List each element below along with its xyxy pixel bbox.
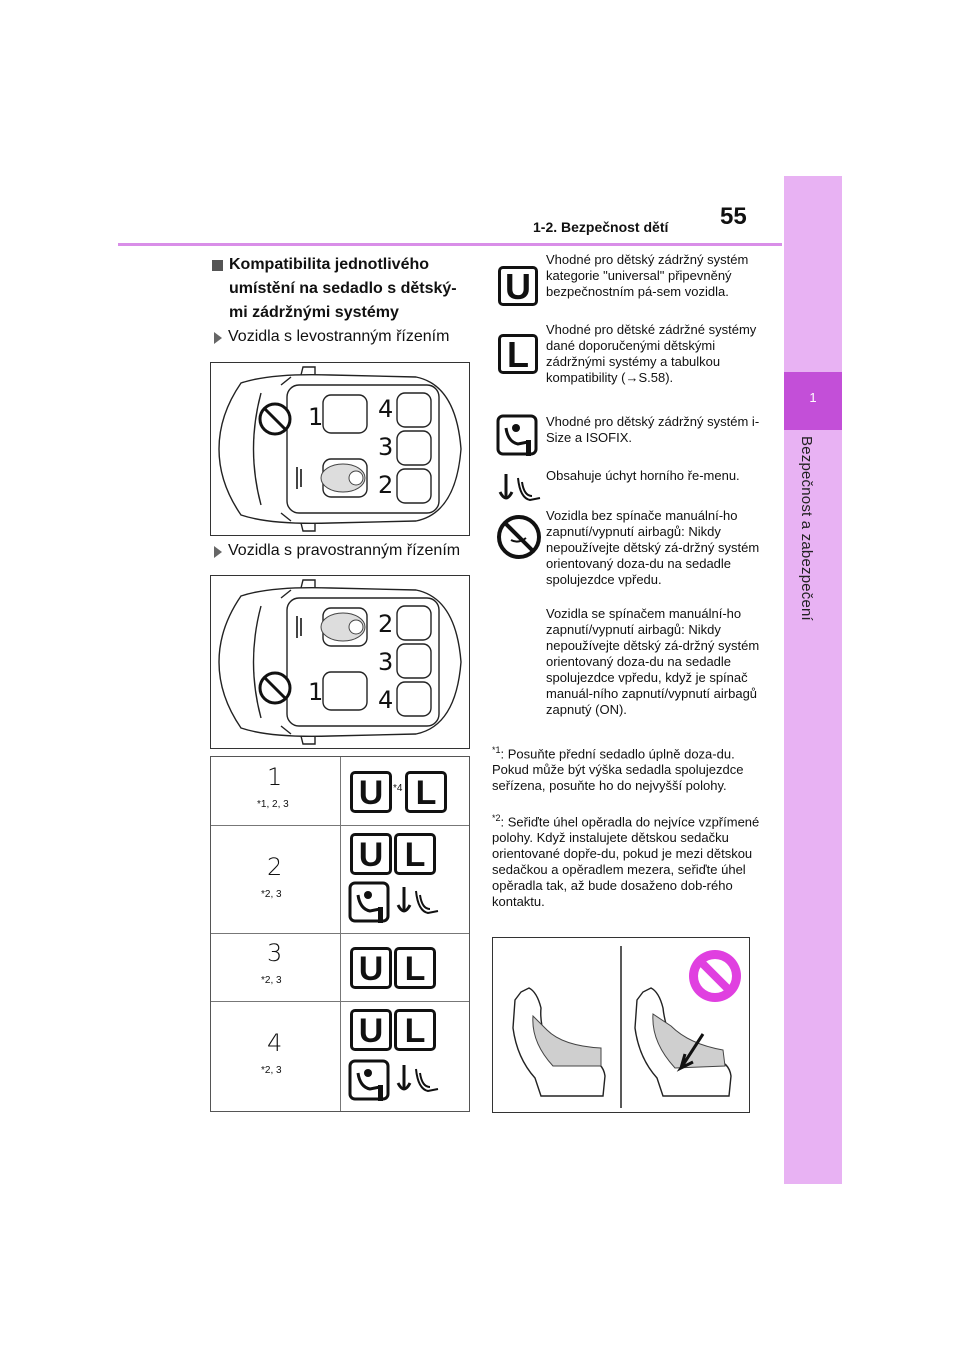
rhd-seat-label: 1 [308,678,324,706]
legend-isize-icon [496,414,540,463]
compatibility-table [210,756,470,1112]
legend-isize-text: Vhodné pro dětský zádržný systém i-Size a ISOFIX. [546,414,760,445]
lhd-seat-label: 3 [378,433,394,461]
chapter-number: 1 [809,390,817,405]
footnote-1 [492,742,764,794]
seat-number: 4 [267,1029,283,1057]
table-row [211,1001,469,1111]
bullet-arrow-icon [214,546,222,558]
seat-note: *2, 3 [261,1065,282,1076]
badge-footnote: *4 [393,783,403,794]
page-number: 55 [720,203,747,230]
seat-note: *2, 3 [261,889,282,900]
legend-universal-badge: U [498,266,538,306]
lhd-car-diagram [210,362,470,536]
rhd-seat-label: 2 [378,610,394,638]
legend-l-badge: L [498,334,538,374]
rhd-car-diagram [210,575,470,749]
footnote-2 [492,810,764,910]
footnote-text: : Seřiďte úhel opěradla do nejvíce vzpřímené polohy. Když instalujete dětskou sedačku orientované dopře-du, pokud je mezi dětskou sedačkou a opěradlem mezera, seřiďte úhel opěradla tak, až bude dosaženo dob-rého kontaktu. [492,814,760,910]
l-badge: L [405,771,447,813]
l-badge: L [394,833,436,875]
seat-note: *2, 3 [261,975,282,986]
legend-no-rear-facing-icon [496,514,542,565]
rhd-seat-label: 4 [378,686,394,714]
universal-badge: U [350,833,392,875]
lhd-seat-label: 2 [378,471,394,499]
heading-square-marker [212,260,223,271]
bullet-arrow-icon [214,332,222,344]
isize-icon [348,1059,392,1108]
universal-badge: U [350,771,392,813]
seat-number: 3 [267,939,283,967]
table-row [211,757,469,826]
prohibit-icon [689,950,741,1002]
legend-tether-text: Obsahuje úchyt horního ře-menu. [546,468,740,483]
bullet-lhd: Vozidla s levostranným řízením [228,328,450,345]
chapter-label-text: Bezpečnost a zabezpečení [798,436,815,621]
legend-tether-icon [496,468,544,517]
universal-badge: U [350,947,392,989]
legend-airbag-warning-2: Vozidla se spínačem manuální-ho zapnutí/vypnutí airbagů: Nikdy nepoužívejte dětský zá-držný systém orientovaný doza-du na sedadle spolujezdce vpředu, když je spínač manuál-ního zapnutí/vypnutí airbagů zapnutý (ON). [546,606,760,717]
seat-number: 1 [267,763,283,791]
section-heading: Kompatibilita jednotlivého umístění na sedadlo s dětský-mi zádržnými systémy [229,256,457,321]
legend-l-text: Vhodné pro dětské zádržné systémy dané doporučenými dětskými zádržnými systémy a tabulkou kompatibility (→S.58). [546,322,757,385]
footnote-mark: *1 [492,745,501,755]
rhd-seat-label: 3 [378,648,394,676]
table-row [211,933,469,1002]
footnote-mark: *2 [492,813,501,823]
universal-badge: U [350,1009,392,1051]
l-badge: L [394,1009,436,1051]
l-badge: L [394,947,436,989]
chapter-label [784,436,842,696]
seat-number: 2 [267,853,283,881]
tether-anchor-icon [394,1059,442,1108]
lhd-seat-label: 1 [308,403,324,431]
isize-icon [348,881,392,930]
seat-note: *1, 2, 3 [257,799,289,810]
footnote-text: : Posuňte přední sedadlo úplně doza-du. Pokud může být výška sedadla spolujezdce seřízena, posuňte ho do nejvyšší polohy. [492,746,744,794]
lhd-seat-label: 4 [378,395,394,423]
table-row [211,825,469,934]
seat-angle-illustration [492,937,750,1113]
legend-universal-text: Vhodné pro dětský zádržný systém kategorie "universal" připevněný bezpečnostním pá-sem vozidla. [546,252,749,299]
bullet-rhd: Vozidla s pravostranným řízením [228,542,461,559]
tether-anchor-icon [394,881,442,930]
legend-airbag-warning-1: Vozidla bez spínače manuální-ho zapnutí/vypnutí airbagů: Nikdy nepoužívejte dětský zá-držný systém orientovaný doza-du na sedadle spolujezdce vpředu. [546,508,760,587]
header-rule [118,243,782,246]
section-title: 1-2. Bezpečnost dětí [533,219,669,235]
